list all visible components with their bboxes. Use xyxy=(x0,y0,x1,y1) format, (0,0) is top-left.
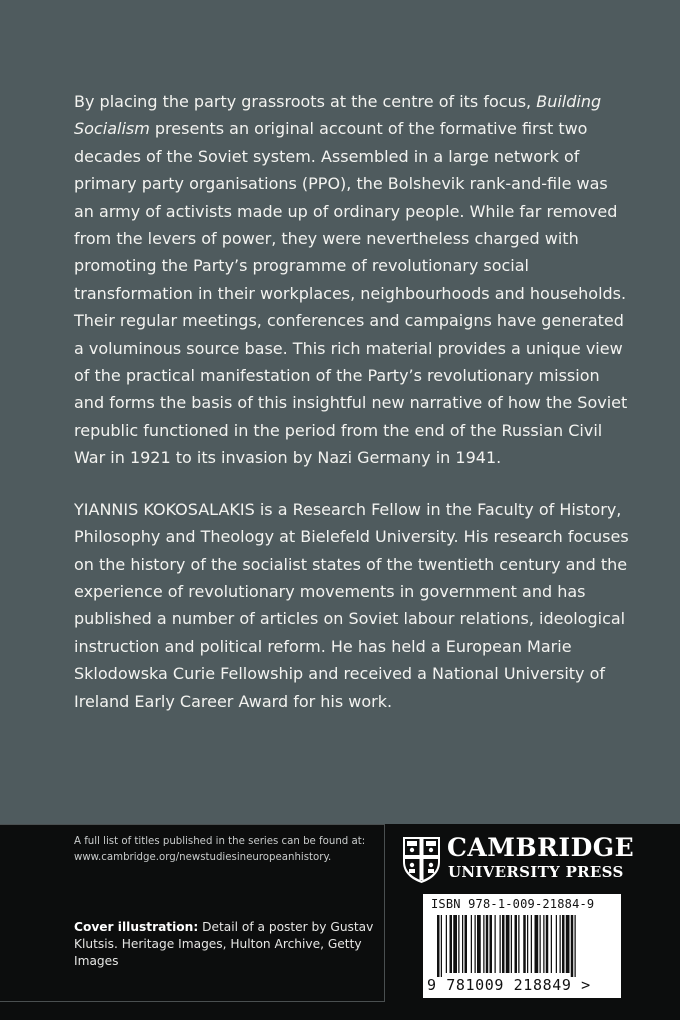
barcode-bar xyxy=(556,915,557,973)
cover-credit-label: Cover illustration: xyxy=(74,920,199,934)
barcode-bar xyxy=(437,915,440,977)
barcode-bar xyxy=(446,915,447,973)
barcode-bar xyxy=(527,915,528,973)
barcode-bar xyxy=(535,915,539,973)
barcode-bar xyxy=(462,915,463,973)
barcode-bar xyxy=(515,915,518,973)
series-note xyxy=(74,834,379,866)
cover-illustration-credit xyxy=(74,919,374,970)
barcode-bar xyxy=(543,915,544,973)
barcode-bar xyxy=(562,915,565,973)
barcode-bar xyxy=(566,915,570,973)
publisher-subtitle: UNIVERSITY PRESS xyxy=(448,863,624,881)
barcode-bar xyxy=(575,915,576,977)
series-note-line-1: A full list of titles published in the series can be found at: xyxy=(74,836,366,847)
barcode-bar xyxy=(453,915,457,973)
barcode-bar xyxy=(571,915,574,977)
description-part-1: By placing the party grassroots at the centre of its focus, xyxy=(74,92,537,111)
barcode-bar xyxy=(490,915,493,973)
author-bio: YIANNIS KOKOSALAKIS is a Research Fellow in the Faculty of History, Philosophy and Theology at Bielefeld University. His research focuses on the history of the socialist states of the twentieth century and the experience of revolutionary movements in government and has published a number of articles on Soviet labour relations, ideological instruction and political reform. He has held a European Marie Sklodowska Curie Fellowship and received a National University of Ireland Early Career Award for his work. xyxy=(74,499,629,711)
barcode-bar xyxy=(546,915,549,973)
barcode-bar xyxy=(531,915,532,973)
barcode-bar xyxy=(495,915,496,973)
barcode-bar xyxy=(471,915,472,973)
barcode-bar xyxy=(560,915,561,973)
barcode-bar xyxy=(458,915,459,973)
barcode-bar xyxy=(502,915,505,973)
barcode-bars xyxy=(437,915,615,977)
barcode-bar xyxy=(540,915,541,973)
isbn-label: ISBN 978-1-009-21884-9 xyxy=(431,897,595,911)
footer-band xyxy=(0,824,680,1020)
back-cover-text xyxy=(74,88,630,715)
book-description xyxy=(74,88,630,472)
description-part-2: presents an original account of the formative first two decades of the Soviet system. Assembled in a large network of primary party organisations (PPO), the Bolshevik rank-and-file was an army of activists made up of ordinary people. While far removed from the levers of power, they were nevertheless charged with promoting the Party’s programme of revolutionary social transformation in their workplaces, neighbourhoods and households. Their regular meetings, conferences and campaigns have generated a voluminous source base. This rich material provides a unique view of the practical manifestation of the Party’s revolutionary mission and forms the basis of this insightful new narrative of how the Soviet republic functioned in the period from the end of the Russian Civil War in 1921 to its invasion by Nazi Germany in 1941. xyxy=(74,119,628,468)
book-title-italic: Building Socialism xyxy=(74,92,602,139)
barcode-bar xyxy=(518,915,519,973)
barcode-bar xyxy=(500,915,501,973)
barcode-bar xyxy=(475,915,476,973)
barcode-bar xyxy=(486,915,489,973)
cover-credit-text: Detail of a poster by Gustav Klutsis. Heritage Images, Hulton Archive, Getty Images xyxy=(74,920,374,968)
barcode-bar xyxy=(511,915,512,973)
barcode-bar xyxy=(441,915,442,977)
barcode-digits: 9 781009 218849 > xyxy=(427,976,591,994)
barcode-bar xyxy=(523,915,526,973)
barcode-bar xyxy=(465,915,468,973)
publisher-logo xyxy=(402,833,652,886)
barcode-bar xyxy=(450,915,453,973)
barcode-bar xyxy=(483,915,484,973)
publisher-name: CAMBRIDGE xyxy=(447,833,635,862)
cambridge-shield-icon xyxy=(402,836,441,884)
barcode-area xyxy=(423,894,621,998)
series-url-link[interactable]: www.cambridge.org/newstudiesineuropeanhistory. xyxy=(74,852,332,863)
barcode-bar xyxy=(477,915,481,973)
barcode-bar xyxy=(551,915,552,973)
barcode-bar xyxy=(506,915,510,973)
